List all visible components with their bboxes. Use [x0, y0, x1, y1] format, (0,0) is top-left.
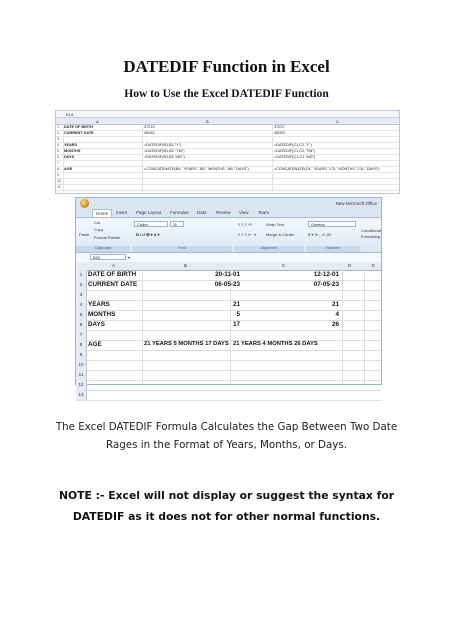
name-box-dropdown-icon[interactable]: ▾ — [128, 255, 131, 260]
cell-a[interactable]: DAYS — [88, 321, 105, 328]
row-number: 5 — [57, 149, 60, 153]
formula-sheet-name-box — [56, 111, 399, 118]
group-clipboard: Clipboard — [76, 246, 130, 252]
cell-b[interactable]: =CONCATENATE(B4," YEARS ",B5," MONTHS ",B6," DAYS") — [144, 167, 249, 171]
tab-home[interactable]: Home — [92, 209, 112, 217]
cell-c[interactable]: =CONCATENATE(C4," YEARS ",C5," MONTHS ",C6," DAYS") — [274, 167, 380, 171]
cell-c[interactable]: =DATEDIF(C1,C2,"MD") — [274, 155, 316, 159]
formula-sheet-row — [56, 185, 399, 191]
cell-c[interactable]: 21 — [331, 301, 339, 308]
col-header-b: B — [206, 119, 209, 124]
column-header-b[interactable]: B — [184, 263, 188, 268]
name-box[interactable]: B26 — [90, 254, 126, 260]
ribbon — [76, 218, 381, 253]
cell-a[interactable]: MONTHS — [88, 311, 116, 318]
cell-c[interactable]: 12-12-01 — [313, 271, 339, 278]
cell-b[interactable]: =DATEDIF(B1,B2,"YM") — [144, 149, 185, 153]
cell-a[interactable]: YEARS — [88, 301, 110, 308]
row-header[interactable]: 9 — [76, 350, 87, 360]
cell-a[interactable]: CURRENT DATE — [88, 281, 138, 288]
row-number: 3 — [57, 137, 60, 141]
row-number: 8 — [57, 167, 60, 171]
row-header[interactable]: 11 — [76, 370, 87, 380]
group-number: Number — [306, 246, 360, 252]
cell-b[interactable]: =DATEDIF(B1,B2,"MD") — [144, 155, 185, 159]
group-alignment: Alignment — [234, 246, 304, 252]
number-format-select[interactable]: General — [308, 221, 356, 227]
name-box-value: K14 — [66, 112, 74, 117]
row-number: 11 — [57, 185, 61, 189]
cell-a[interactable]: DATE OF BIRTH — [64, 125, 94, 129]
row-number: 9 — [57, 173, 60, 177]
row-header[interactable]: 3 — [76, 290, 87, 300]
font-size-select[interactable]: 11 — [170, 221, 184, 227]
cell-a[interactable]: DAYS — [64, 155, 75, 159]
font-style-buttons[interactable]: B I U ⊞ ▾ A ▾ — [136, 232, 160, 237]
cell-b[interactable]: 06-05-23 — [214, 281, 240, 288]
wrap-text-button[interactable]: Wrap Text — [266, 222, 284, 227]
note-text: NOTE :- Excel will not display or suggest the syntax for DATEDIF as it does not for other normal functions. — [58, 489, 395, 523]
formula-sheet-column-headers — [56, 118, 399, 125]
excel-window-screenshot — [75, 197, 382, 397]
cell-b[interactable]: 21 YEARS 5 MONTHS 17 DAYS — [144, 341, 229, 347]
group-font: Font — [132, 246, 232, 252]
row-number: 2 — [57, 131, 60, 135]
description-paragraph: The Excel DATEDIF Formula Calculates the Gap Between Two Date Rages in the Format of Years, Months, or Days. — [55, 421, 398, 451]
copy-button[interactable]: Copy — [94, 227, 104, 232]
conditional-formatting-label-2[interactable]: Formatting — [361, 234, 381, 239]
cell-c[interactable]: 4 — [335, 311, 339, 318]
row-header[interactable]: 2 — [76, 280, 87, 290]
number-format-buttons[interactable]: $ ▾ % , .0 .00 — [308, 232, 332, 237]
row-header[interactable]: 10 — [76, 360, 87, 370]
row-number: 7 — [57, 161, 60, 165]
cell-b[interactable]: 5 — [236, 311, 240, 318]
tab-team[interactable]: Team — [258, 210, 270, 215]
cell-b[interactable]: 21 — [232, 301, 240, 308]
tab-formulas[interactable]: Formulas — [170, 210, 189, 215]
cell-c[interactable]: 45053 — [274, 131, 285, 135]
column-header-e[interactable]: E — [372, 263, 376, 268]
window-title: New Microsoft Office — [335, 201, 377, 206]
cell-b[interactable]: 20-11-01 — [215, 271, 240, 278]
tab-insert[interactable]: Insert — [116, 210, 128, 215]
cell-b[interactable]: 37215 — [144, 125, 155, 129]
formula-sheet-screenshot — [55, 110, 400, 194]
cell-c[interactable]: 07-05-23 — [313, 281, 339, 288]
font-name-select[interactable]: Calibri — [134, 221, 168, 227]
row-header[interactable]: 5 — [76, 310, 87, 320]
tab-data[interactable]: Data — [197, 210, 207, 215]
column-header-d[interactable]: D — [348, 263, 352, 268]
cell-a[interactable]: AGE — [88, 341, 102, 348]
tab-view[interactable]: View — [239, 210, 249, 215]
row-number: 10 — [57, 179, 62, 183]
cell-c[interactable]: =DATEDIF(C1,C2,"Y") — [274, 143, 312, 147]
row-header[interactable]: 6 — [76, 320, 87, 330]
ribbon-tabs — [76, 209, 381, 218]
conditional-formatting-label[interactable]: Conditional — [361, 228, 382, 233]
align-bottom-buttons[interactable]: ≡ ≡ ≡ ⇤ ⇥ — [238, 232, 257, 237]
cell-c[interactable]: 37237 — [274, 125, 285, 129]
row-number: 6 — [57, 155, 60, 159]
cell-b[interactable]: 17 — [232, 321, 240, 328]
column-header-a[interactable]: A — [112, 263, 116, 268]
excel-titlebar — [76, 198, 381, 209]
row-header[interactable]: 7 — [76, 330, 87, 340]
cell-a[interactable]: YEARS — [64, 143, 78, 147]
cell-a[interactable]: DATE OF BIRTH — [88, 271, 137, 278]
format-painter-button[interactable]: Format Painter — [94, 235, 121, 240]
cut-button[interactable]: Cut — [94, 220, 101, 225]
cell-b[interactable]: 45052 — [144, 131, 155, 135]
row-header[interactable]: 1 — [76, 270, 87, 280]
cell-c[interactable]: 26 — [331, 321, 339, 328]
table-row — [76, 390, 381, 401]
column-header-c[interactable]: C — [282, 263, 286, 268]
cell-b[interactable]: =DATEDIF(B1,B2,"Y") — [144, 143, 182, 147]
row-number: 4 — [57, 143, 60, 147]
page-subtitle: How to Use the Excel DATEDIF Function — [124, 88, 329, 100]
cell-a[interactable]: MONTHS — [64, 149, 81, 153]
cell-a[interactable]: AGE — [64, 167, 73, 171]
paste-button[interactable]: Paste — [79, 232, 90, 237]
cell-c[interactable]: =DATEDIF(C1,C2,"YM") — [274, 149, 315, 153]
col-header-c: C — [336, 119, 339, 124]
cell-a[interactable]: CURRENT DATE — [64, 131, 94, 135]
tab-review[interactable]: Review — [216, 210, 231, 215]
row-header[interactable]: 4 — [76, 300, 87, 310]
row-header[interactable]: 12 — [76, 380, 87, 390]
cell-c[interactable]: 21 YEARS 4 MONTHS 26 DAYS — [233, 341, 318, 347]
row-number: 1 — [57, 125, 60, 129]
tab-page-layout[interactable]: Page Layout — [136, 210, 162, 215]
col-header-a: A — [96, 119, 99, 124]
align-top-buttons[interactable]: ≡ ≡ ≡ ⟲ — [238, 222, 252, 227]
page-title: DATEDIF Function in Excel — [123, 57, 330, 76]
merge-center-button[interactable]: Merge & Center — [266, 232, 295, 237]
row-header[interactable]: 13 — [76, 390, 87, 400]
row-header[interactable]: 8 — [76, 340, 87, 350]
office-button-icon[interactable] — [80, 199, 89, 208]
